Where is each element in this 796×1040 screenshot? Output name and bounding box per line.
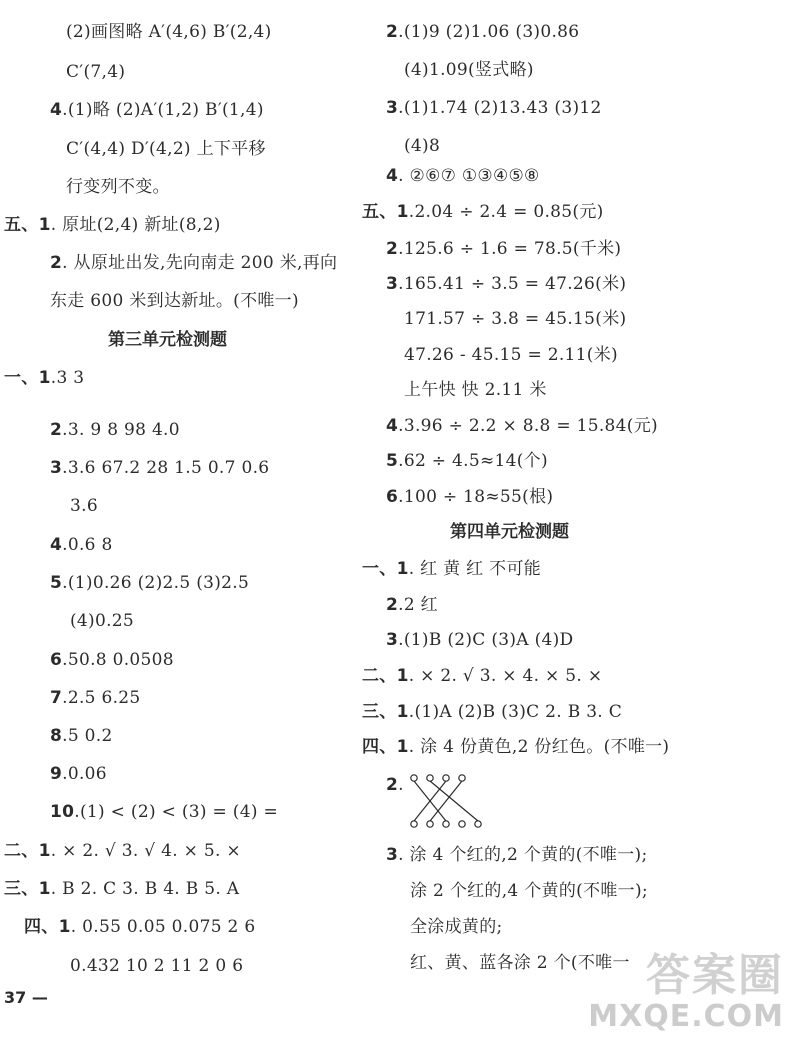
left-line-8: 东走 600 米到达新址。(不唯一) bbox=[50, 291, 299, 311]
left-line-5: 行变列不变。 bbox=[66, 177, 170, 197]
right-line-20: 四、1. 涂 4 份黄色,2 份红色。(不唯一) bbox=[362, 737, 670, 757]
right-line-2: (4)1.09(竖式略) bbox=[404, 60, 534, 80]
right-line-12: 4.3.96 ÷ 2.2 × 8.8 = 15.84(元) bbox=[386, 416, 658, 436]
section-heading-unit-4: 第四单元检测题 bbox=[450, 522, 569, 542]
left-line-4: C′(4,4) D′(4,2) 上下平移 bbox=[66, 139, 266, 159]
left-line-21: 二、1. × 2. √ 3. √ 4. × 5. × bbox=[4, 841, 241, 861]
diagram-top-circle-4 bbox=[459, 775, 465, 781]
right-line-24: 全涂成黄的; bbox=[410, 917, 503, 937]
right-line-14: 6.100 ÷ 18≈55(根) bbox=[386, 487, 554, 507]
right-line-18: 二、1. × 2. √ 3. × 4. × 5. × bbox=[362, 666, 603, 686]
page-number: 37 — bbox=[4, 988, 48, 1007]
left-line-13: 4.0.6 8 bbox=[50, 535, 113, 555]
left-line-6: 五、1. 原址(2,4) 新址(8,2) bbox=[4, 215, 221, 235]
left-line-11: 3.3.6 67.2 28 1.5 0.7 0.6 bbox=[50, 458, 270, 478]
section-heading-unit-3: 第三单元检测题 bbox=[108, 330, 227, 350]
left-line-10: 2.3. 9 8 98 4.0 bbox=[50, 420, 180, 440]
left-line-22: 三、1. B 2. C 3. B 4. B 5. A bbox=[4, 879, 240, 899]
left-line-16: 6.50.8 0.0508 bbox=[50, 650, 174, 670]
left-line-9: 一、1.3 3 bbox=[4, 368, 85, 388]
left-line-19: 9.0.06 bbox=[50, 764, 107, 784]
matching-lines-diagram bbox=[404, 772, 490, 830]
left-line-23: 四、1. 0.55 0.05 0.075 2 6 bbox=[24, 917, 256, 937]
watermark bbox=[588, 952, 784, 1034]
left-line-24: 0.432 10 2 11 2 0 6 bbox=[70, 956, 244, 976]
diagram-bottom-circle-3 bbox=[443, 821, 449, 827]
left-line-18: 8.5 0.2 bbox=[50, 726, 113, 746]
left-line-3: 4.(1)略 (2)A′(1,2) B′(1,4) bbox=[50, 100, 264, 120]
right-line-6: 五、1.2.04 ÷ 2.4 = 0.85(元) bbox=[362, 202, 604, 222]
right-line-13: 5.62 ÷ 4.5≈14(个) bbox=[386, 451, 548, 471]
left-line-1: (2)画图略 A′(4,6) B′(2,4) bbox=[66, 22, 272, 42]
right-line-23: 涂 2 个红的,4 个黄的(不唯一); bbox=[410, 881, 648, 901]
diagram-top-circle-3 bbox=[443, 775, 449, 781]
diagram-line-2 bbox=[430, 781, 478, 821]
right-line-16: 2.2 红 bbox=[386, 595, 438, 615]
diagram-bottom-circle-2 bbox=[427, 821, 433, 827]
right-line-21: 2. bbox=[386, 775, 404, 795]
right-line-5: 4. ②⑥⑦ ①③④⑤⑧ bbox=[386, 166, 540, 186]
right-line-3: 3.(1)1.74 (2)13.43 (3)12 bbox=[386, 98, 602, 118]
right-line-11: 上午快 快 2.11 米 bbox=[404, 380, 547, 400]
diagram-top-circle-2 bbox=[427, 775, 433, 781]
left-line-2: C′(7,4) bbox=[66, 62, 126, 82]
left-line-7: 2. 从原址出发,先向南走 200 米,再向 bbox=[50, 253, 338, 273]
right-line-17: 3.(1)B (2)C (3)A (4)D bbox=[386, 630, 574, 650]
diagram-top-circle-1 bbox=[411, 775, 417, 781]
left-line-15: (4)0.25 bbox=[70, 611, 135, 631]
diagram-bottom-circle-1 bbox=[411, 821, 417, 827]
right-line-15: 一、1. 红 黄 红 不可能 bbox=[362, 559, 542, 579]
right-line-8: 3.165.41 ÷ 3.5 = 47.26(米) bbox=[386, 274, 627, 294]
left-line-14: 5.(1)0.26 (2)2.5 (3)2.5 bbox=[50, 573, 250, 593]
watermark-bottom: MXQE.COM bbox=[588, 999, 784, 1034]
right-line-19: 三、1.(1)A (2)B (3)C 2. B 3. C bbox=[362, 702, 623, 722]
left-line-20: 10.(1) < (2) < (3) = (4) = bbox=[50, 802, 278, 822]
watermark-top: 答案圈 bbox=[646, 950, 784, 1001]
left-line-17: 7.2.5 6.25 bbox=[50, 688, 141, 708]
right-line-25: 红、黄、蓝各涂 2 个(不唯一 bbox=[410, 953, 630, 973]
right-line-7: 2.125.6 ÷ 1.6 = 78.5(千米) bbox=[386, 239, 622, 259]
diagram-line-4 bbox=[430, 781, 462, 821]
right-line-4: (4)8 bbox=[404, 136, 441, 156]
right-line-1: 2.(1)9 (2)1.06 (3)0.86 bbox=[386, 22, 580, 42]
diagram-bottom-circle-4 bbox=[459, 821, 465, 827]
right-line-10: 47.26 - 45.15 = 2.11(米) bbox=[404, 345, 618, 365]
diagram-bottom-circle-5 bbox=[475, 821, 481, 827]
left-line-12: 3.6 bbox=[70, 496, 98, 516]
right-line-9: 171.57 ÷ 3.8 = 45.15(米) bbox=[404, 309, 627, 329]
right-line-22: 3. 涂 4 个红的,2 个黄的(不唯一); bbox=[386, 845, 648, 865]
